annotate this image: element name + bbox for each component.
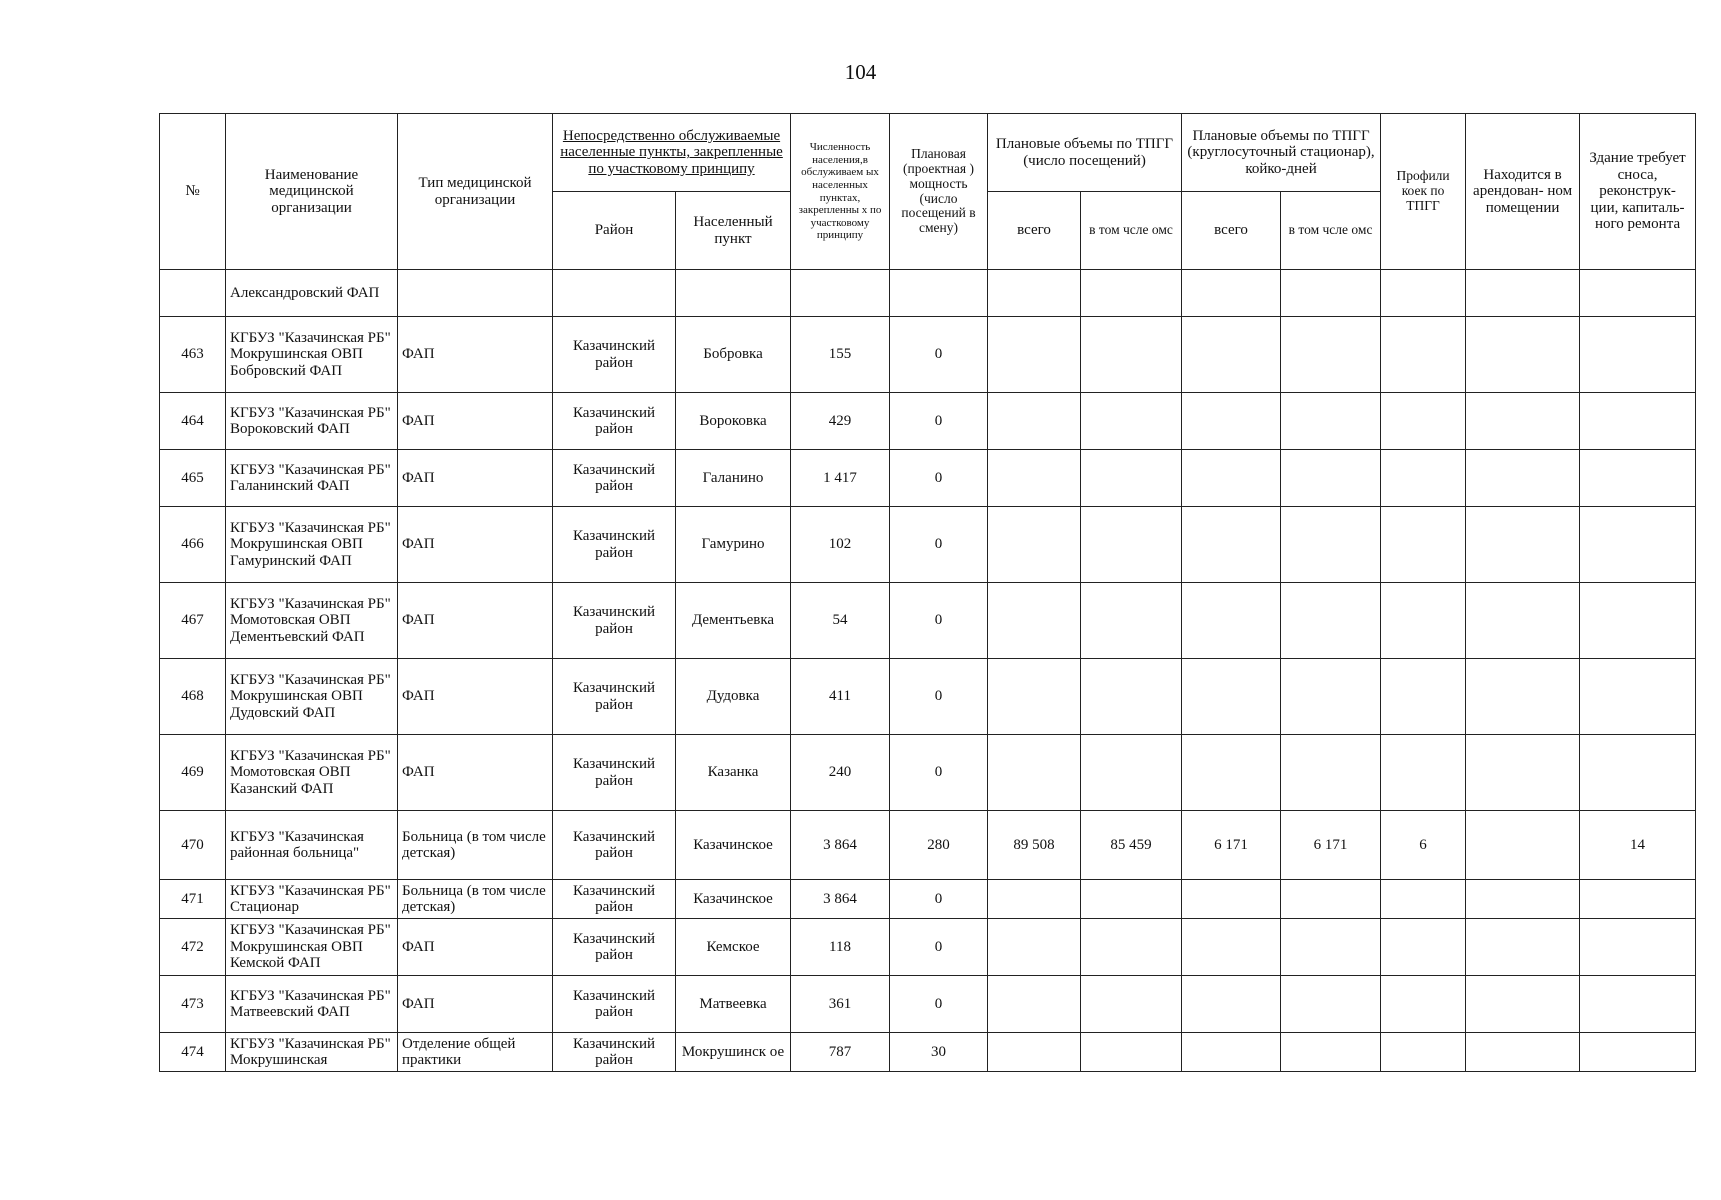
cell-bed-total bbox=[1182, 583, 1281, 659]
cell-capacity: 30 bbox=[890, 1033, 988, 1072]
cell-settlement: Дудовка bbox=[676, 659, 791, 735]
cell-profiles bbox=[1381, 1033, 1466, 1072]
cell-type: ФАП bbox=[398, 317, 553, 393]
cell-rented bbox=[1466, 317, 1580, 393]
cell-bed-oms bbox=[1281, 976, 1381, 1033]
cell-district: Казачинский район bbox=[553, 919, 676, 976]
cell-capacity: 0 bbox=[890, 393, 988, 450]
cell-settlement: Мокрушинск ое bbox=[676, 1033, 791, 1072]
cell-capacity: 0 bbox=[890, 450, 988, 507]
cell-type: ФАП bbox=[398, 583, 553, 659]
cell-visits-oms bbox=[1081, 880, 1182, 919]
cell-settlement: Дементьевка bbox=[676, 583, 791, 659]
cell-visits-oms bbox=[1081, 317, 1182, 393]
cell-population: 3 864 bbox=[791, 880, 890, 919]
cell-visits-total bbox=[988, 317, 1081, 393]
cell-name: КГБУЗ "Казачинская районная больница" bbox=[226, 811, 398, 880]
cell-capacity: 280 bbox=[890, 811, 988, 880]
cell-profiles bbox=[1381, 393, 1466, 450]
cell-repair bbox=[1580, 317, 1696, 393]
cell-type bbox=[398, 270, 553, 317]
header-bed-profiles: Профили коек по ТПГГ bbox=[1381, 114, 1466, 270]
table-row bbox=[160, 919, 1696, 976]
table-row bbox=[160, 976, 1696, 1033]
cell-bed-total bbox=[1182, 317, 1281, 393]
cell-population: 240 bbox=[791, 735, 890, 811]
cell-settlement: Бобровка bbox=[676, 317, 791, 393]
cell-settlement: Казачинское bbox=[676, 880, 791, 919]
cell-bed-total bbox=[1182, 393, 1281, 450]
cell-capacity: 0 bbox=[890, 976, 988, 1033]
cell-visits-oms bbox=[1081, 976, 1182, 1033]
cell-name: КГБУЗ "Казачинская РБ" Момотовская ОВП Дементьевский ФАП bbox=[226, 583, 398, 659]
cell-bed-total bbox=[1182, 270, 1281, 317]
cell-population: 54 bbox=[791, 583, 890, 659]
cell-name: КГБУЗ "Казачинская РБ" Мокрушинская bbox=[226, 1033, 398, 1072]
cell-rented bbox=[1466, 450, 1580, 507]
cell-repair bbox=[1580, 880, 1696, 919]
cell-population: 787 bbox=[791, 1033, 890, 1072]
cell-type: ФАП bbox=[398, 919, 553, 976]
cell-repair bbox=[1580, 450, 1696, 507]
cell-type: ФАП bbox=[398, 659, 553, 735]
cell-name: КГБУЗ "Казачинская РБ" Момотовская ОВП Казанский ФАП bbox=[226, 735, 398, 811]
cell-profiles bbox=[1381, 450, 1466, 507]
cell-type: ФАП bbox=[398, 393, 553, 450]
cell-bed-total bbox=[1182, 880, 1281, 919]
cell-type: ФАП bbox=[398, 735, 553, 811]
cell-district: Казачинский район bbox=[553, 317, 676, 393]
cell-settlement: Галанино bbox=[676, 450, 791, 507]
header-bed-oms: в том чсле омс bbox=[1281, 192, 1381, 270]
cell-bed-total bbox=[1182, 659, 1281, 735]
cell-bed-oms bbox=[1281, 735, 1381, 811]
cell-capacity bbox=[890, 270, 988, 317]
cell-repair bbox=[1580, 659, 1696, 735]
cell-type: Больница (в том числе детская) bbox=[398, 880, 553, 919]
cell-no: 463 bbox=[160, 317, 226, 393]
cell-district: Казачинский район bbox=[553, 450, 676, 507]
header-capacity: Плановая (проектная ) мощность (число посещений в смену) bbox=[890, 114, 988, 270]
cell-repair bbox=[1580, 919, 1696, 976]
cell-capacity: 0 bbox=[890, 659, 988, 735]
cell-visits-oms bbox=[1081, 583, 1182, 659]
cell-settlement: Матвеевка bbox=[676, 976, 791, 1033]
cell-visits-oms: 85 459 bbox=[1081, 811, 1182, 880]
cell-population: 118 bbox=[791, 919, 890, 976]
cell-bed-total bbox=[1182, 919, 1281, 976]
header-population: Численность населения,в обслуживаем ых населенных пунктах, закрепленны х по участковому принципу bbox=[791, 114, 890, 270]
cell-repair bbox=[1580, 735, 1696, 811]
cell-district: Казачинский район bbox=[553, 1033, 676, 1072]
cell-no: 473 bbox=[160, 976, 226, 1033]
header-visits: Плановые объемы по ТПГГ (число посещений) bbox=[988, 114, 1182, 192]
cell-capacity: 0 bbox=[890, 919, 988, 976]
cell-bed-total: 6 171 bbox=[1182, 811, 1281, 880]
cell-name: КГБУЗ "Казачинская РБ" Матвеевский ФАП bbox=[226, 976, 398, 1033]
cell-no: 466 bbox=[160, 507, 226, 583]
cell-capacity: 0 bbox=[890, 317, 988, 393]
page-number: 104 bbox=[844, 60, 877, 84]
cell-district: Казачинский район bbox=[553, 659, 676, 735]
cell-profiles bbox=[1381, 270, 1466, 317]
cell-bed-oms bbox=[1281, 507, 1381, 583]
cell-visits-total: 89 508 bbox=[988, 811, 1081, 880]
cell-settlement: Казанка bbox=[676, 735, 791, 811]
cell-bed-oms bbox=[1281, 583, 1381, 659]
cell-no: 472 bbox=[160, 919, 226, 976]
header-row-top bbox=[160, 114, 1696, 192]
cell-visits-total bbox=[988, 583, 1081, 659]
cell-bed-oms bbox=[1281, 880, 1381, 919]
cell-population: 1 417 bbox=[791, 450, 890, 507]
cell-type: ФАП bbox=[398, 976, 553, 1033]
cell-settlement: Вороковка bbox=[676, 393, 791, 450]
cell-population: 3 864 bbox=[791, 811, 890, 880]
cell-visits-total bbox=[988, 735, 1081, 811]
cell-population: 429 bbox=[791, 393, 890, 450]
cell-profiles: 6 bbox=[1381, 811, 1466, 880]
cell-profiles bbox=[1381, 583, 1466, 659]
cell-bed-oms: 6 171 bbox=[1281, 811, 1381, 880]
cell-visits-oms bbox=[1081, 919, 1182, 976]
header-district: Район bbox=[553, 192, 676, 270]
header-visits-oms: в том чсле омс bbox=[1081, 192, 1182, 270]
cell-population: 155 bbox=[791, 317, 890, 393]
cell-population: 361 bbox=[791, 976, 890, 1033]
cell-no: 467 bbox=[160, 583, 226, 659]
cell-visits-total bbox=[988, 507, 1081, 583]
cell-bed-total bbox=[1182, 1033, 1281, 1072]
cell-district: Казачинский район bbox=[553, 811, 676, 880]
cell-settlement bbox=[676, 270, 791, 317]
cell-population bbox=[791, 270, 890, 317]
cell-settlement: Кемское bbox=[676, 919, 791, 976]
medical-organizations-table bbox=[159, 113, 1696, 1072]
header-rented: Находится в арендован- ном помещении bbox=[1466, 114, 1580, 270]
cell-rented bbox=[1466, 811, 1580, 880]
header-visits-total: всего bbox=[988, 192, 1081, 270]
cell-visits-oms bbox=[1081, 735, 1182, 811]
cell-repair bbox=[1580, 270, 1696, 317]
cell-district bbox=[553, 270, 676, 317]
cell-bed-total bbox=[1182, 976, 1281, 1033]
cell-settlement: Казачинское bbox=[676, 811, 791, 880]
header-served-points: Непосредственно обслуживаемые населенные пункты, закрепленные по участковому принципу bbox=[553, 114, 791, 192]
cell-visits-total bbox=[988, 919, 1081, 976]
cell-district: Казачинский район bbox=[553, 507, 676, 583]
cell-rented bbox=[1466, 976, 1580, 1033]
cell-population: 411 bbox=[791, 659, 890, 735]
cell-rented bbox=[1466, 393, 1580, 450]
table-row bbox=[160, 393, 1696, 450]
cell-bed-total bbox=[1182, 450, 1281, 507]
cell-type: Больница (в том числе детская) bbox=[398, 811, 553, 880]
cell-visits-total bbox=[988, 976, 1081, 1033]
cell-name: КГБУЗ "Казачинская РБ" Мокрушинская ОВП Дудовский ФАП bbox=[226, 659, 398, 735]
header-no: № bbox=[160, 114, 226, 270]
header-repair: Здание требует сноса, реконструк- ции, капиталь- ного ремонта bbox=[1580, 114, 1696, 270]
cell-bed-oms bbox=[1281, 393, 1381, 450]
cell-visits-total bbox=[988, 393, 1081, 450]
cell-repair bbox=[1580, 507, 1696, 583]
cell-profiles bbox=[1381, 976, 1466, 1033]
cell-no: 470 bbox=[160, 811, 226, 880]
cell-name: КГБУЗ "Казачинская РБ" Стационар bbox=[226, 880, 398, 919]
cell-type: ФАП bbox=[398, 507, 553, 583]
cell-name: КГБУЗ "Казачинская РБ" Мокрушинская ОВП Гамуринский ФАП bbox=[226, 507, 398, 583]
cell-bed-total bbox=[1182, 507, 1281, 583]
cell-visits-oms bbox=[1081, 393, 1182, 450]
cell-visits-oms bbox=[1081, 1033, 1182, 1072]
cell-bed-oms bbox=[1281, 1033, 1381, 1072]
cell-bed-total bbox=[1182, 735, 1281, 811]
cell-bed-oms bbox=[1281, 270, 1381, 317]
cell-type: ФАП bbox=[398, 450, 553, 507]
cell-repair bbox=[1580, 976, 1696, 1033]
cell-district: Казачинский район bbox=[553, 976, 676, 1033]
cell-no: 471 bbox=[160, 880, 226, 919]
cell-bed-oms bbox=[1281, 317, 1381, 393]
table-row bbox=[160, 270, 1696, 317]
header-settlement: Населенный пункт bbox=[676, 192, 791, 270]
header-bed-total: всего bbox=[1182, 192, 1281, 270]
cell-district: Казачинский район bbox=[553, 583, 676, 659]
cell-name: КГБУЗ "Казачинская РБ" Галанинский ФАП bbox=[226, 450, 398, 507]
cell-repair bbox=[1580, 1033, 1696, 1072]
cell-rented bbox=[1466, 735, 1580, 811]
table-row bbox=[160, 507, 1696, 583]
table-row bbox=[160, 880, 1696, 919]
cell-name: Александровский ФАП bbox=[226, 270, 398, 317]
cell-visits-oms bbox=[1081, 270, 1182, 317]
cell-visits-oms bbox=[1081, 507, 1182, 583]
cell-visits-oms bbox=[1081, 659, 1182, 735]
cell-no: 464 bbox=[160, 393, 226, 450]
cell-bed-oms bbox=[1281, 659, 1381, 735]
cell-repair bbox=[1580, 583, 1696, 659]
cell-bed-oms bbox=[1281, 450, 1381, 507]
table-row bbox=[160, 583, 1696, 659]
cell-population: 102 bbox=[791, 507, 890, 583]
cell-profiles bbox=[1381, 880, 1466, 919]
table-row bbox=[160, 735, 1696, 811]
cell-rented bbox=[1466, 659, 1580, 735]
cell-repair bbox=[1580, 393, 1696, 450]
cell-district: Казачинский район bbox=[553, 393, 676, 450]
cell-capacity: 0 bbox=[890, 880, 988, 919]
table-row bbox=[160, 811, 1696, 880]
cell-visits-total bbox=[988, 450, 1081, 507]
cell-rented bbox=[1466, 1033, 1580, 1072]
cell-rented bbox=[1466, 583, 1580, 659]
table-body bbox=[160, 270, 1696, 1072]
cell-profiles bbox=[1381, 919, 1466, 976]
cell-capacity: 0 bbox=[890, 583, 988, 659]
cell-visits-total bbox=[988, 1033, 1081, 1072]
cell-no: 474 bbox=[160, 1033, 226, 1072]
cell-rented bbox=[1466, 919, 1580, 976]
cell-bed-oms bbox=[1281, 919, 1381, 976]
cell-name: КГБУЗ "Казачинская РБ" Мокрушинская ОВП Бобровский ФАП bbox=[226, 317, 398, 393]
cell-no: 468 bbox=[160, 659, 226, 735]
cell-profiles bbox=[1381, 317, 1466, 393]
cell-profiles bbox=[1381, 507, 1466, 583]
table-row bbox=[160, 659, 1696, 735]
cell-rented bbox=[1466, 880, 1580, 919]
table-row bbox=[160, 1033, 1696, 1072]
cell-no: 469 bbox=[160, 735, 226, 811]
cell-capacity: 0 bbox=[890, 735, 988, 811]
cell-type: Отделение общей практики bbox=[398, 1033, 553, 1072]
header-org-type: Тип медицинской организации bbox=[398, 114, 553, 270]
cell-settlement: Гамурино bbox=[676, 507, 791, 583]
cell-capacity: 0 bbox=[890, 507, 988, 583]
cell-visits-total bbox=[988, 659, 1081, 735]
header-bed-days: Плановые объемы по ТПГГ (круглосуточный стационар), койко-дней bbox=[1182, 114, 1381, 192]
cell-profiles bbox=[1381, 735, 1466, 811]
cell-visits-total bbox=[988, 880, 1081, 919]
cell-name: КГБУЗ "Казачинская РБ" Мокрушинская ОВП Кемской ФАП bbox=[226, 919, 398, 976]
cell-visits-oms bbox=[1081, 450, 1182, 507]
table-row bbox=[160, 450, 1696, 507]
cell-district: Казачинский район bbox=[553, 880, 676, 919]
cell-no bbox=[160, 270, 226, 317]
cell-rented bbox=[1466, 507, 1580, 583]
cell-visits-total bbox=[988, 270, 1081, 317]
cell-profiles bbox=[1381, 659, 1466, 735]
cell-repair: 14 bbox=[1580, 811, 1696, 880]
cell-district: Казачинский район bbox=[553, 735, 676, 811]
cell-name: КГБУЗ "Казачинская РБ" Вороковский ФАП bbox=[226, 393, 398, 450]
cell-rented bbox=[1466, 270, 1580, 317]
cell-no: 465 bbox=[160, 450, 226, 507]
table-row bbox=[160, 317, 1696, 393]
header-org-name: Наименование медицинской организации bbox=[226, 114, 398, 270]
